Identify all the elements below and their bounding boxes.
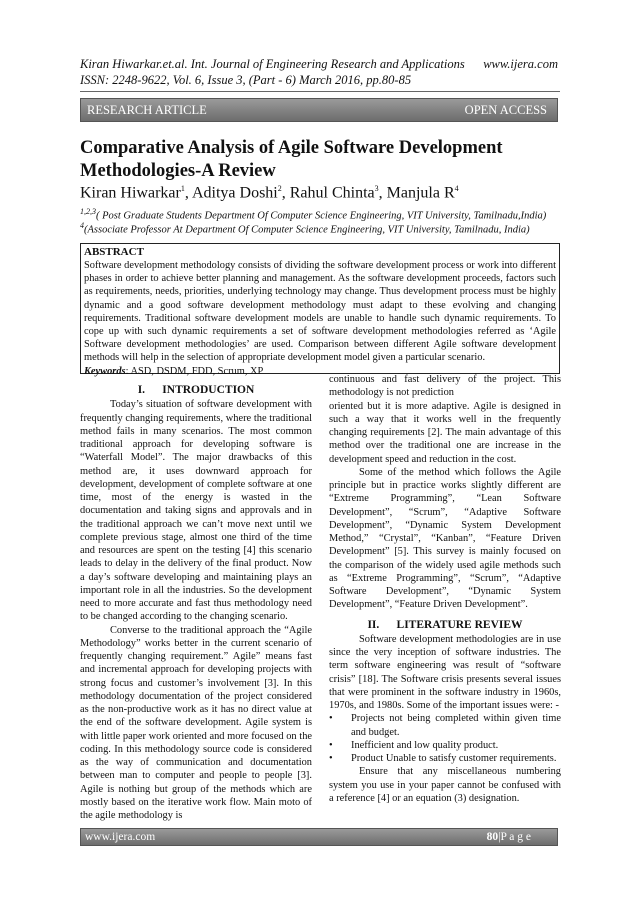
author-name: , Rahul Chinta — [281, 184, 375, 202]
paragraph: Some of the method which follows the Agile principle but in practice works slightly different are “Extreme Programming”, “Lean Software Development”, “Scrum”, “Adaptive Software Development”, “Dynamic System Development Method,” “Crystal”, “Kanban”, “Feature Driven Development” [5]. This survey is mainly focused on the comparison of the widely used agile methods such as “Extreme Programming”, “Scrum”, “Adaptive Software Development”, “Dynamic System Development”, “Feature Driven Development”. — [329, 466, 561, 611]
bullet-icon: • — [329, 753, 333, 764]
affiliation-students — [80, 207, 560, 222]
footer-url[interactable]: www.ijera.com — [85, 831, 156, 843]
author-superscript: 2 — [277, 184, 282, 193]
open-access-label: OPEN ACCESS — [464, 102, 547, 117]
bullet-text: Inefficient and low quality product. — [351, 739, 499, 751]
header-divider — [80, 91, 560, 92]
author-superscript: 4 — [454, 184, 459, 193]
affiliation-text: ( Post Graduate Students Department Of Computer Science Engineering, VIT University, Tamilnadu,India) — [96, 210, 547, 222]
paragraph: Ensure that any miscellaneous numbering system you use in your paper cannot be confused with a reference [4] or an equation (3) designation. — [329, 766, 561, 804]
author-list — [80, 184, 459, 202]
bullet-icon: • — [329, 739, 333, 751]
paragraph: Converse to the traditional approach the “Agile Methodology” works better in the current scenario of frequently changing requirement.” Agile” means fast and incremental approach for developing projects with strong focus and customer’s involvement [3]. In this methodology documentation of the project considered as the non-productive work as it has no direct value at the end of the software development. Agile system is with little paper work oriented and more focused on the coding. In this methodology source code is considered as the way of communication and documentation between man to computer and people to people [3]. Agile is nothing but group of the methods which are mostly based on the iterative work flow. Main moto of the agile methodology is — [80, 624, 312, 821]
affiliation-superscript: 1,2,3 — [80, 207, 96, 216]
abstract-text: Software development methodology consists of dividing the software development process or work into different phases in order to achieve better planning and management. As the software development proceeds, factors such as requirements, needs, priorities, underlying technology may change. Thus development process must be highly dynamic and a good software development methodology must adapt to these evolving and changing requirements. Traditional software development models are unable to handle such dynamic requirements. To cope up with such dynamic requirements a set of software development methodologies referred as ‘Agile Software development methodologies’ are used. Comparison between different Agile software development methods will help in the selection of appropriate development model given a particular scenario. — [84, 260, 556, 364]
section-heading-introduction: I. INTRODUCTION — [137, 384, 255, 396]
bullet-text: Product Unable to satisfy customer requirements. — [351, 753, 557, 764]
research-article-label: RESEARCH ARTICLE — [87, 102, 207, 117]
right-column — [329, 373, 561, 805]
bullet-item — [329, 739, 561, 752]
page-label: |P a g e — [498, 831, 531, 843]
paragraph: continuous and fast delivery of the project. This methodology is not prediction — [329, 374, 561, 399]
bullet-item — [329, 712, 561, 739]
affiliation-superscript: 4 — [80, 221, 84, 230]
affiliation-text: (Associate Professor At Department Of Computer Science Engineering, VIT University, Tamilnadu, India) — [84, 224, 530, 236]
abstract-heading: ABSTRACT — [84, 246, 144, 258]
bullet-item — [329, 752, 561, 765]
paragraph: Today’s situation of software development with frequently changing requirements, where the traditional method fails in many scenarios. The most common traditional approach for developing software is “Waterfall Model”. The major drawbacks of this method are, it uses downward approach for development, development of complete software at one time, most of the energy is wasted in the documentation and taking signs and approvals and in the traditional approach we can’t move next until we complete previous stage, almost one third of the time and resources are spent on the testing [4] this scenario leads to delay in the delivery of the final product. Now a day’s software developing and maintaining plays an important role in all the industries. So the development need to more accurate and fast thus methodology need to be changed according to the changing scenario. — [80, 399, 312, 623]
paragraph: oriented but it is more adaptive. Agile is designed in such a way that it works well in the frequently changing requirements [2]. The main advantage of this method over the traditional one are increase in the development speed and reduction in the cost. — [329, 400, 561, 465]
author-name: , Aditya Doshi — [184, 184, 278, 202]
journal-citation-line2: ISSN: 2248-9622, Vol. 6, Issue 3, (Part - 6) March 2016, pp.80-85 — [80, 73, 412, 87]
bullet-text: Projects not being completed within given time and budget. — [351, 713, 561, 738]
author-superscript: 3 — [374, 184, 379, 193]
journal-citation-line1: Kiran Hiwarkar.et.al. Int. Journal of Engineering Research and Applications — [80, 57, 465, 71]
left-column — [80, 382, 312, 822]
paragraph: Software development methodologies are in use since the very inception of software industries. The term software engineering was result of “software crisis” [18]. The Software crisis presents several issues that were prominent in the software industry in 1960s, 1970s, and 1980s. Some of the important issues were: - — [329, 633, 561, 711]
keywords-list: : ASD, DSDM, FDD, Scrum, XP — [125, 365, 264, 377]
author-superscript: 1 — [180, 184, 185, 193]
keywords-label: Keywords — [84, 365, 126, 377]
bullet-icon: • — [329, 713, 333, 725]
abstract-box — [80, 243, 560, 377]
article-type-banner — [80, 98, 558, 122]
page-number-value: 80 — [486, 831, 499, 843]
affiliation-professor — [80, 221, 560, 236]
author-name: , Manjula R — [378, 184, 455, 202]
section-heading-literature-review: II. LITERATURE REVIEW — [367, 618, 523, 631]
page-number — [487, 831, 531, 843]
page-footer — [80, 828, 558, 846]
author-name: Kiran Hiwarkar — [80, 184, 181, 202]
journal-url[interactable]: www.ijera.com — [483, 57, 558, 71]
paper-title: Comparative Analysis of Agile Software Development Methodologies-A Review — [80, 138, 503, 181]
